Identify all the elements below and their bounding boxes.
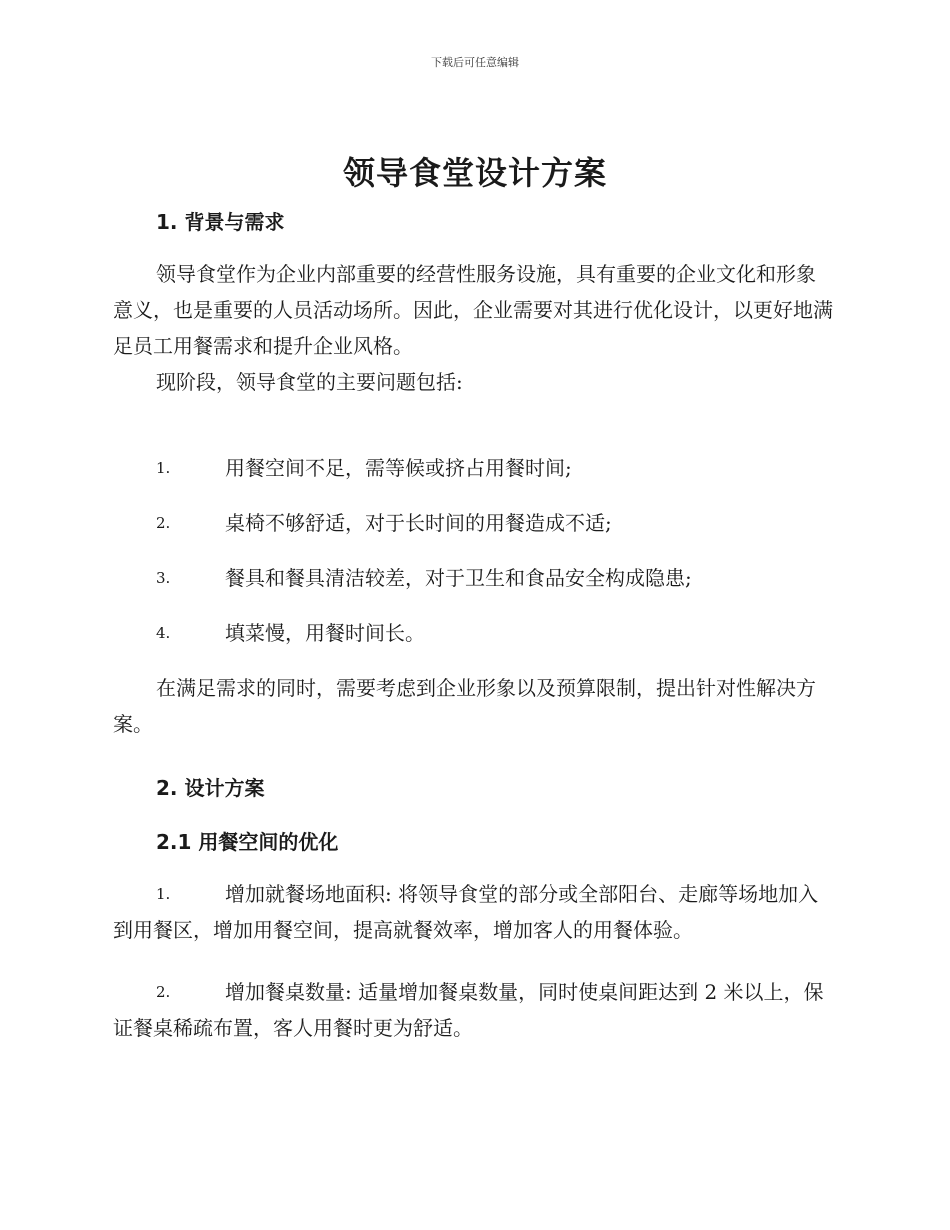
- list-item-text: 增加餐桌数量: 适量增加餐桌数量，同时使桌间距达到 2 米以上，保证餐桌稀疏布置，客人用餐时更为舒适。: [113, 980, 824, 1040]
- list-item: [113, 505, 833, 541]
- list-item-number: 1.: [156, 885, 171, 903]
- list-item-text: 餐具和餐具清洁较差，对于卫生和食品安全构成隐患;: [225, 566, 692, 590]
- document-title: 领导食堂设计方案: [342, 154, 607, 192]
- section-2-1-heading: 2.1 用餐空间的优化: [156, 830, 339, 854]
- list-item-number: 1.: [156, 459, 171, 477]
- list-item: [113, 876, 833, 948]
- section-1-heading: 1. 背景与需求: [156, 210, 285, 234]
- list-item-number: 3.: [156, 569, 171, 587]
- list-item: [113, 615, 833, 651]
- section-1-paragraph-2: 现阶段，领导食堂的主要问题包括:: [156, 370, 463, 394]
- section-1-paragraph-3: 在满足需求的同时，需要考虑到企业形象以及预算限制，提出针对性解决方案。: [113, 676, 816, 736]
- list-item-text: 填菜慢，用餐时间长。: [225, 621, 425, 645]
- list-item-number: 2.: [156, 514, 171, 532]
- list-item: [113, 560, 833, 596]
- list-item: [113, 974, 833, 1046]
- list-item-text: 增加就餐场地面积: 将领导食堂的部分或全部阳台、走廊等场地加入到用餐区，增加用餐空间，提高就餐效率，增加客人的用餐体验。: [113, 882, 819, 942]
- list-item-text: 用餐空间不足，需等候或挤占用餐时间;: [225, 456, 572, 480]
- section-2-heading: 2. 设计方案: [156, 776, 265, 800]
- list-item-number: 4.: [156, 624, 171, 642]
- list-item-text: 桌椅不够舒适，对于长时间的用餐造成不适;: [225, 511, 612, 535]
- list-item-number: 2.: [156, 983, 171, 1001]
- section-1-paragraph-1: 领导食堂作为企业内部重要的经营性服务设施，具有重要的企业文化和形象意义，也是重要的人员活动场所。因此，企业需要对其进行优化设计，以更好地满足员工用餐需求和提升企业风格。: [113, 262, 833, 358]
- page-header-note: 下载后可任意编辑: [431, 56, 519, 69]
- list-item: [113, 450, 833, 486]
